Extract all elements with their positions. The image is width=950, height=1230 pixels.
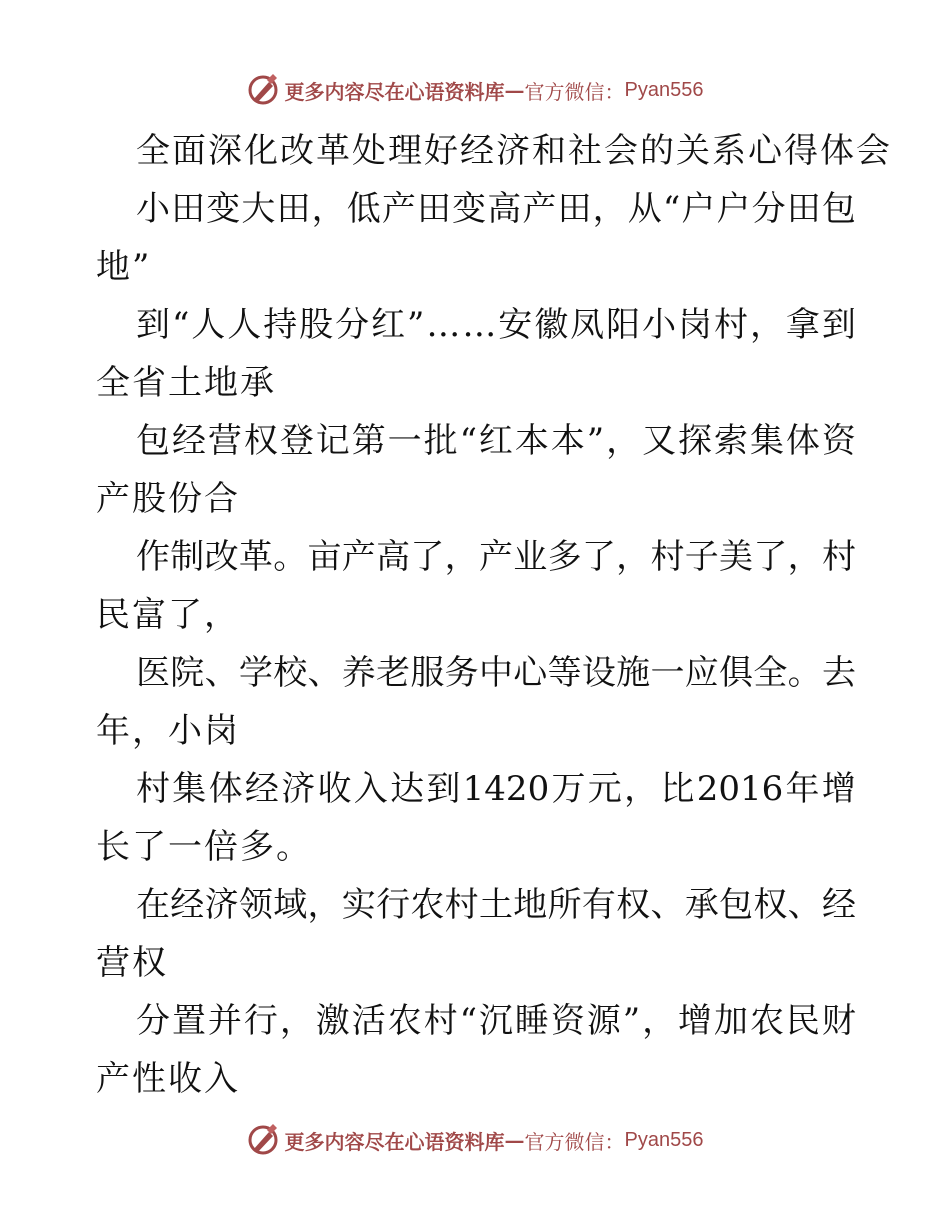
pen-logo-icon	[247, 1124, 279, 1156]
watermark-main-text: 更多内容尽在心语资料库	[284, 1129, 505, 1154]
paragraph-line: 地”	[96, 247, 152, 287]
paragraph-line: 作 制 改 革 。 亩 产 高 了 ， 产 业 多 了 ， 村 子 美 了 ， 村	[136, 537, 856, 577]
pen-logo-icon	[247, 74, 279, 106]
paragraph-line: 民富了，	[96, 595, 240, 635]
document-title: 全面深化改革处理好经济和社会的关系心得体会	[136, 131, 892, 171]
paragraph-line: 产性收入	[96, 1059, 240, 1099]
paragraph-line: 全省土地承	[96, 363, 276, 403]
footer-watermark	[0, 1120, 950, 1160]
paragraph-line: 包 经 营 权 登 记 第 一 批 “ 红 本 本 ” ， 又 探 索 集 体 资	[136, 421, 856, 461]
paragraph-line: 营权	[96, 943, 168, 983]
watermark-wechat-id: Pyan556	[624, 1128, 704, 1151]
paragraph-line: 在 经 济 领 域 ， 实 行 农 村 土 地 所 有 权 、 承 包 权 、 经	[136, 885, 856, 925]
paragraph-line: 年，小岗	[96, 711, 240, 751]
header-watermark	[0, 70, 950, 110]
paragraph-line: 产股份合	[96, 479, 240, 519]
watermark-main-text: 更多内容尽在心语资料库	[284, 79, 505, 104]
paragraph-line: 村 集 体 经 济 收 入 达 到 1420 万 元 ， 比 2016 年 增	[136, 769, 856, 809]
watermark-wechat-label: 官方微信：	[524, 79, 625, 104]
watermark-wechat-id: Pyan556	[624, 78, 704, 101]
watermark-wechat-label: 官方微信：	[524, 1129, 625, 1154]
paragraph-line: 医 院 、 学 校 、 养 老 服 务 中 心 等 设 施 一 应 俱 全 。 去	[136, 653, 856, 693]
paragraph-line: 长了一倍多。	[96, 827, 312, 867]
paragraph-line: 到 “ 人 人 持 股 分 红 ” … … 安 徽 凤 阳 小 岗 村 ， 拿 到	[136, 305, 856, 345]
paragraph-line: 小 田 变 大 田 ， 低 产 田 变 高 产 田 ， 从 “ 户 户 分 田 包	[136, 189, 856, 229]
watermark-dash: —	[504, 78, 525, 102]
watermark-dash: —	[504, 1128, 525, 1152]
paragraph-line: 分 置 并 行 ， 激 活 农 村 “ 沉 睡 资 源 ” ， 增 加 农 民 财	[136, 1001, 856, 1041]
document-body	[96, 122, 892, 1108]
